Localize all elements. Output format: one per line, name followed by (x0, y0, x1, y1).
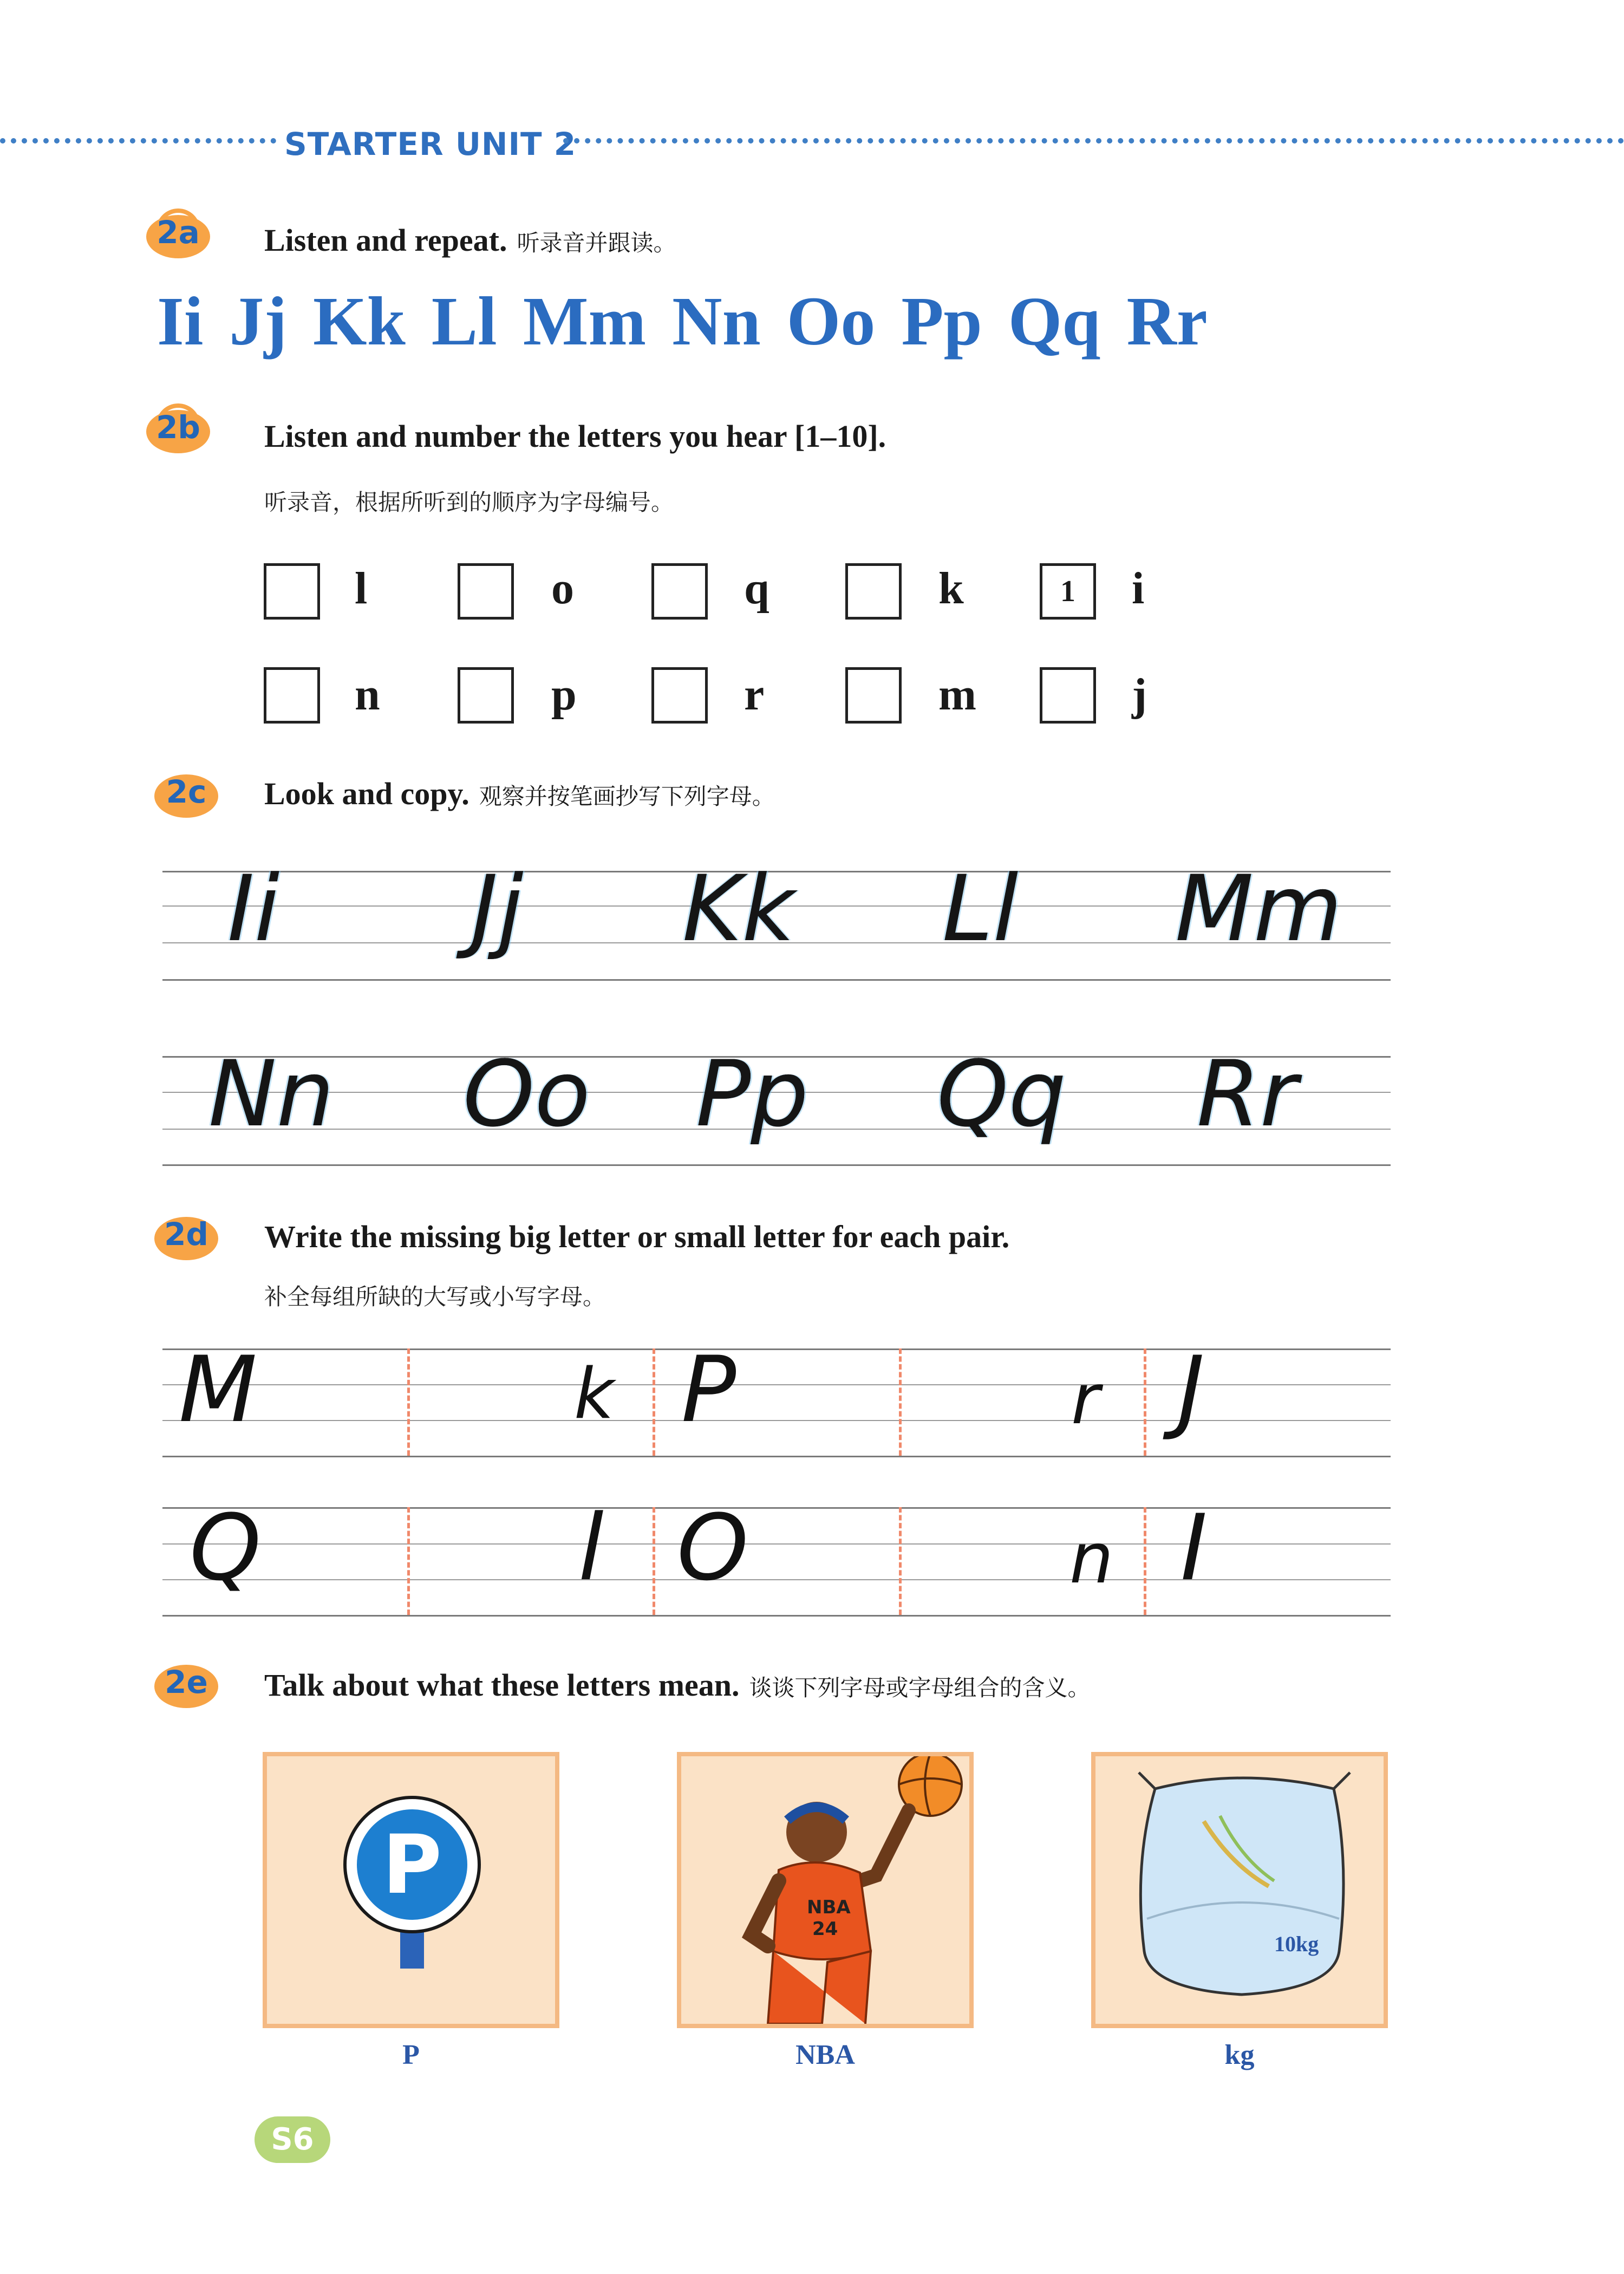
letter-pair: Kk (313, 283, 406, 360)
given-letter: Q (190, 1495, 262, 1601)
letter-pair: Qq (1008, 283, 1101, 360)
tracing-pair: Oo (463, 1041, 591, 1147)
letter-pair: Rr (1126, 283, 1208, 360)
writing-line (162, 1348, 1391, 1350)
tracing-pair: Mm (1175, 856, 1342, 962)
letter-label: j (1132, 669, 1147, 720)
badge-2c-label: 2c (166, 773, 207, 810)
given-letter: O (677, 1495, 749, 1601)
letter-pair: Nn (672, 283, 761, 360)
tracing-pair: Nn (208, 1041, 335, 1147)
given-letter: n (1069, 1519, 1114, 1599)
tracing-pair: Qq (937, 1041, 1066, 1147)
instruction-2a (264, 222, 676, 258)
instruction-2a-text: Listen and repeat. (264, 223, 507, 258)
instruction-2e-cn: 谈谈下列字母或字母组合的含义。 (749, 1674, 1091, 1701)
given-letter: M (179, 1337, 257, 1443)
answer-box[interactable] (845, 667, 902, 724)
page-number: S6 (255, 2116, 330, 2163)
given-letter: I (1181, 1495, 1208, 1601)
parking-sign-icon (267, 1756, 555, 2024)
tracing-pair: Jj (471, 856, 524, 962)
answer-box[interactable] (264, 563, 320, 620)
instruction-2d: Write the missing big letter or small letter for each pair. (264, 1219, 1010, 1254)
answer-box[interactable] (264, 667, 320, 724)
given-letter: l (578, 1495, 604, 1601)
instruction-2c-cn: 观察并按笔画抄写下列字母。 (479, 783, 775, 810)
writing-line (162, 1384, 1391, 1385)
letter-pair: Jj (229, 283, 287, 360)
letter-label: l (355, 563, 368, 614)
given-letter: k (574, 1354, 615, 1435)
letter-pair: Ll (431, 283, 497, 360)
pair-divider (1144, 1507, 1146, 1615)
writing-line (162, 1456, 1391, 1457)
pair-divider (899, 1507, 902, 1615)
instruction-2c (264, 776, 775, 812)
tracing-pair: Ii (227, 856, 280, 962)
answer-box[interactable] (458, 563, 514, 620)
given-letter: P (681, 1337, 736, 1443)
letter-label: r (744, 669, 765, 720)
instruction-2a-cn: 听录音并跟读。 (517, 230, 676, 256)
writing-line (162, 1615, 1391, 1617)
tracing-pair: Ll (942, 856, 1019, 962)
answer-box[interactable] (845, 563, 902, 620)
answer-box[interactable] (651, 563, 708, 620)
given-letter: r (1071, 1359, 1100, 1440)
badge-2e (154, 1658, 218, 1711)
pair-divider (407, 1348, 410, 1456)
sign-letter: P (382, 1818, 442, 1912)
letter-pair: Oo (786, 283, 876, 360)
tracing-pair: Kk (682, 856, 795, 962)
instruction-2c-text: Look and copy. (264, 776, 469, 811)
caption-nba: NBA (795, 2040, 855, 2070)
instruction-2e (264, 1667, 1091, 1703)
badge-2d-label: 2d (164, 1216, 208, 1253)
badge-2a-label: 2a (156, 214, 200, 251)
instruction-2e-text: Talk about what these letters mean. (264, 1667, 740, 1703)
instruction-2d-cn: 补全每组所缺的大写或小写字母。 (264, 1283, 606, 1310)
jersey-number: 24 (812, 1918, 838, 1940)
answer-box[interactable]: 1 (1040, 563, 1096, 620)
parking-sign-picture (263, 1752, 559, 2028)
pair-divider (653, 1348, 655, 1456)
badge-2d (154, 1210, 218, 1263)
letter-pair: Mm (523, 283, 647, 360)
answer-box[interactable] (458, 667, 514, 724)
badge-2a (146, 208, 210, 262)
pair-divider (653, 1507, 655, 1615)
given-letter: J (1178, 1337, 1205, 1443)
basketball-player-picture (677, 1752, 974, 2028)
tracing-pair: Pp (696, 1041, 808, 1147)
badge-2c (154, 768, 218, 821)
jersey-text: NBA (807, 1897, 851, 1918)
letter-label: m (938, 669, 976, 720)
bag-label: 10kg (1274, 1932, 1319, 1956)
pair-divider (899, 1348, 902, 1456)
badge-2e-label: 2e (165, 1664, 208, 1700)
tracing-pair: Rr (1197, 1041, 1297, 1147)
badge-2b (146, 403, 210, 457)
answer-box[interactable] (651, 667, 708, 724)
letter-label: n (355, 669, 380, 720)
caption-p: P (402, 2040, 420, 2070)
basketball-player-icon (681, 1756, 969, 2024)
answer-box[interactable] (1040, 667, 1096, 724)
rice-bag-picture (1091, 1752, 1388, 2028)
header-dots-left (0, 138, 276, 144)
unit-title: STARTER UNIT 2 (284, 126, 577, 162)
instruction-2b-cn: 听录音，根据所听到的顺序为字母编号。 (264, 489, 674, 516)
writing-line (162, 979, 1391, 981)
pair-divider (1144, 1348, 1146, 1456)
letter-label: o (551, 563, 574, 614)
letter-label: i (1132, 563, 1145, 614)
letter-label: p (551, 669, 577, 720)
caption-kg: kg (1224, 2040, 1255, 2070)
rice-bag-icon (1095, 1756, 1384, 2024)
alphabet-row (157, 282, 1208, 361)
letter-pair: Ii (157, 283, 204, 360)
letter-label: q (744, 563, 769, 614)
instruction-2b: Listen and number the letters you hear [1–10]. (264, 419, 886, 454)
badge-2b-label: 2b (156, 409, 200, 446)
pair-divider (407, 1507, 410, 1615)
writing-line (162, 1164, 1391, 1166)
letter-label: k (938, 563, 964, 614)
header-dots-right (563, 138, 1624, 144)
writing-line (162, 1420, 1391, 1421)
letter-pair: Pp (901, 283, 982, 360)
